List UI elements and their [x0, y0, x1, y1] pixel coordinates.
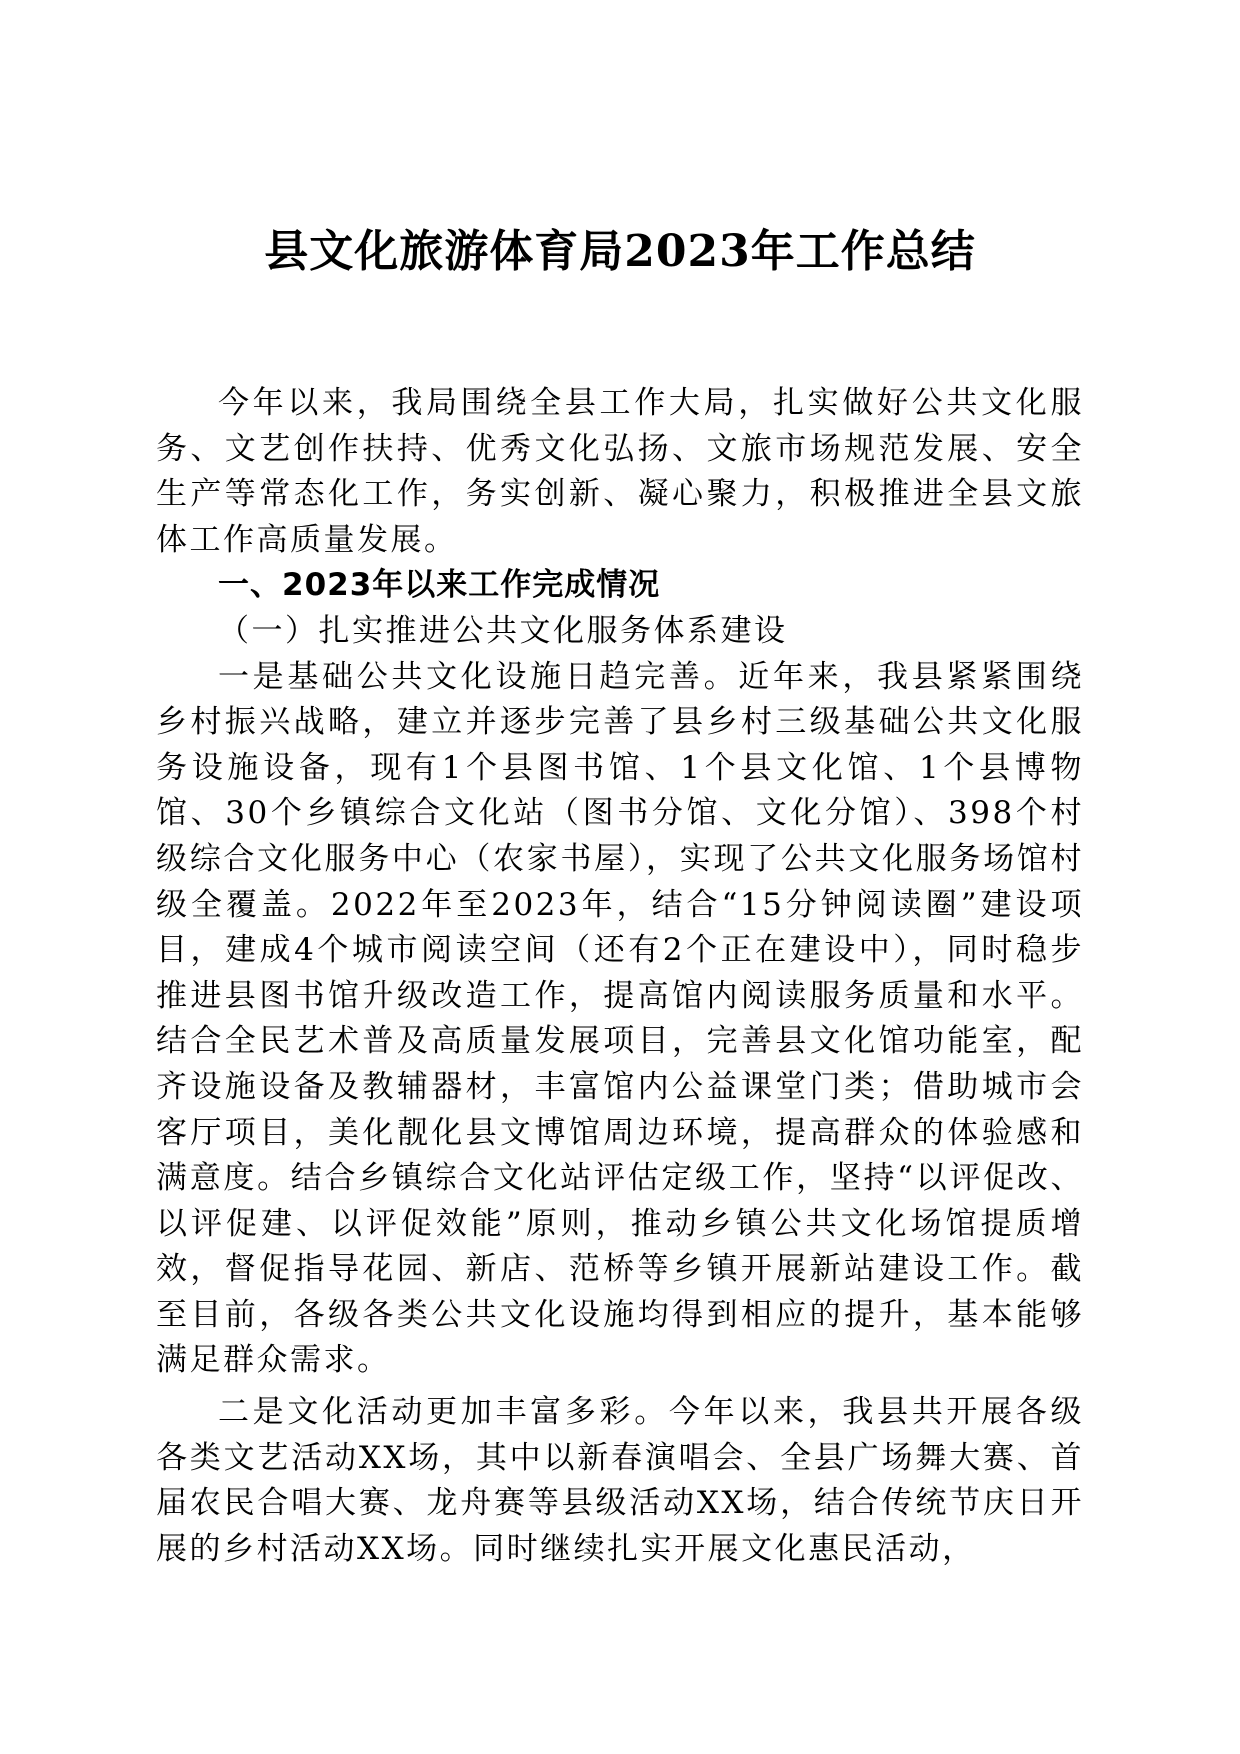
section-heading-1: 一、2023年以来工作完成情况 [218, 567, 661, 604]
intro-paragraph: 今年以来，我局围绕全县工作大局，扎实做好公共文化服务、文艺创作扶持、优秀文化弘扬、文旅市场规范发展、安全生产等常态化工作，务实创新、凝心聚力，积极推进全县文旅体工作高质量发展。 [156, 385, 1084, 558]
body-paragraph-activities: 二是文化活动更加丰富多彩。今年以来，我县共开展各级各类文艺活动XX场，其中以新春演唱会、全县广场舞大赛、首届农民合唱大赛、龙舟赛等县级活动XX场，结合传统节庆日开展的乡村活动XX场。同时继续扎实开展文化惠民活动， [156, 1394, 1084, 1567]
subsection-heading-1: （一）扎实推进公共文化服务体系建设 [218, 612, 788, 649]
document-body [156, 381, 1084, 1572]
document-title: 县文化旅游体育局2023年工作总结 [264, 226, 976, 277]
body-paragraph-facilities: 一是基础公共文化设施日趋完善。近年来，我县紧紧围绕乡村振兴战略，建立并逐步完善了县乡村三级基础公共文化服务设施设备，现有1个县图书馆、1个县文化馆、1个县博物馆、30个乡镇综合文化站（图书分馆、文化分馆）、398个村级综合文化服务中心（农家书屋），实现了公共文化服务场馆村级全覆盖。2022年至2023年，结合“15分钟阅读圈”建设项目，建成4个城市阅读空间（还有2个正在建设中），同时稳步推进县图书馆升级改造工作，提高馆内阅读服务质量和水平。结合全民艺术普及高质量发展项目，完善县文化馆功能室，配齐设施设备及教辅器材，丰富馆内公益课堂门类；借助城市会客厅项目，美化靓化县文博馆周边环境，提高群众的体验感和满意度。结合乡镇综合文化站评估定级工作，坚持“以评促改、以评促建、以评促效能”原则，推动乡镇公共文化场馆提质增效，督促指导花园、新店、范桥等乡镇开展新站建设工作。截至目前，各级各类公共文化设施均得到相应的提升，基本能够满足群众需求。 [156, 658, 1084, 1379]
